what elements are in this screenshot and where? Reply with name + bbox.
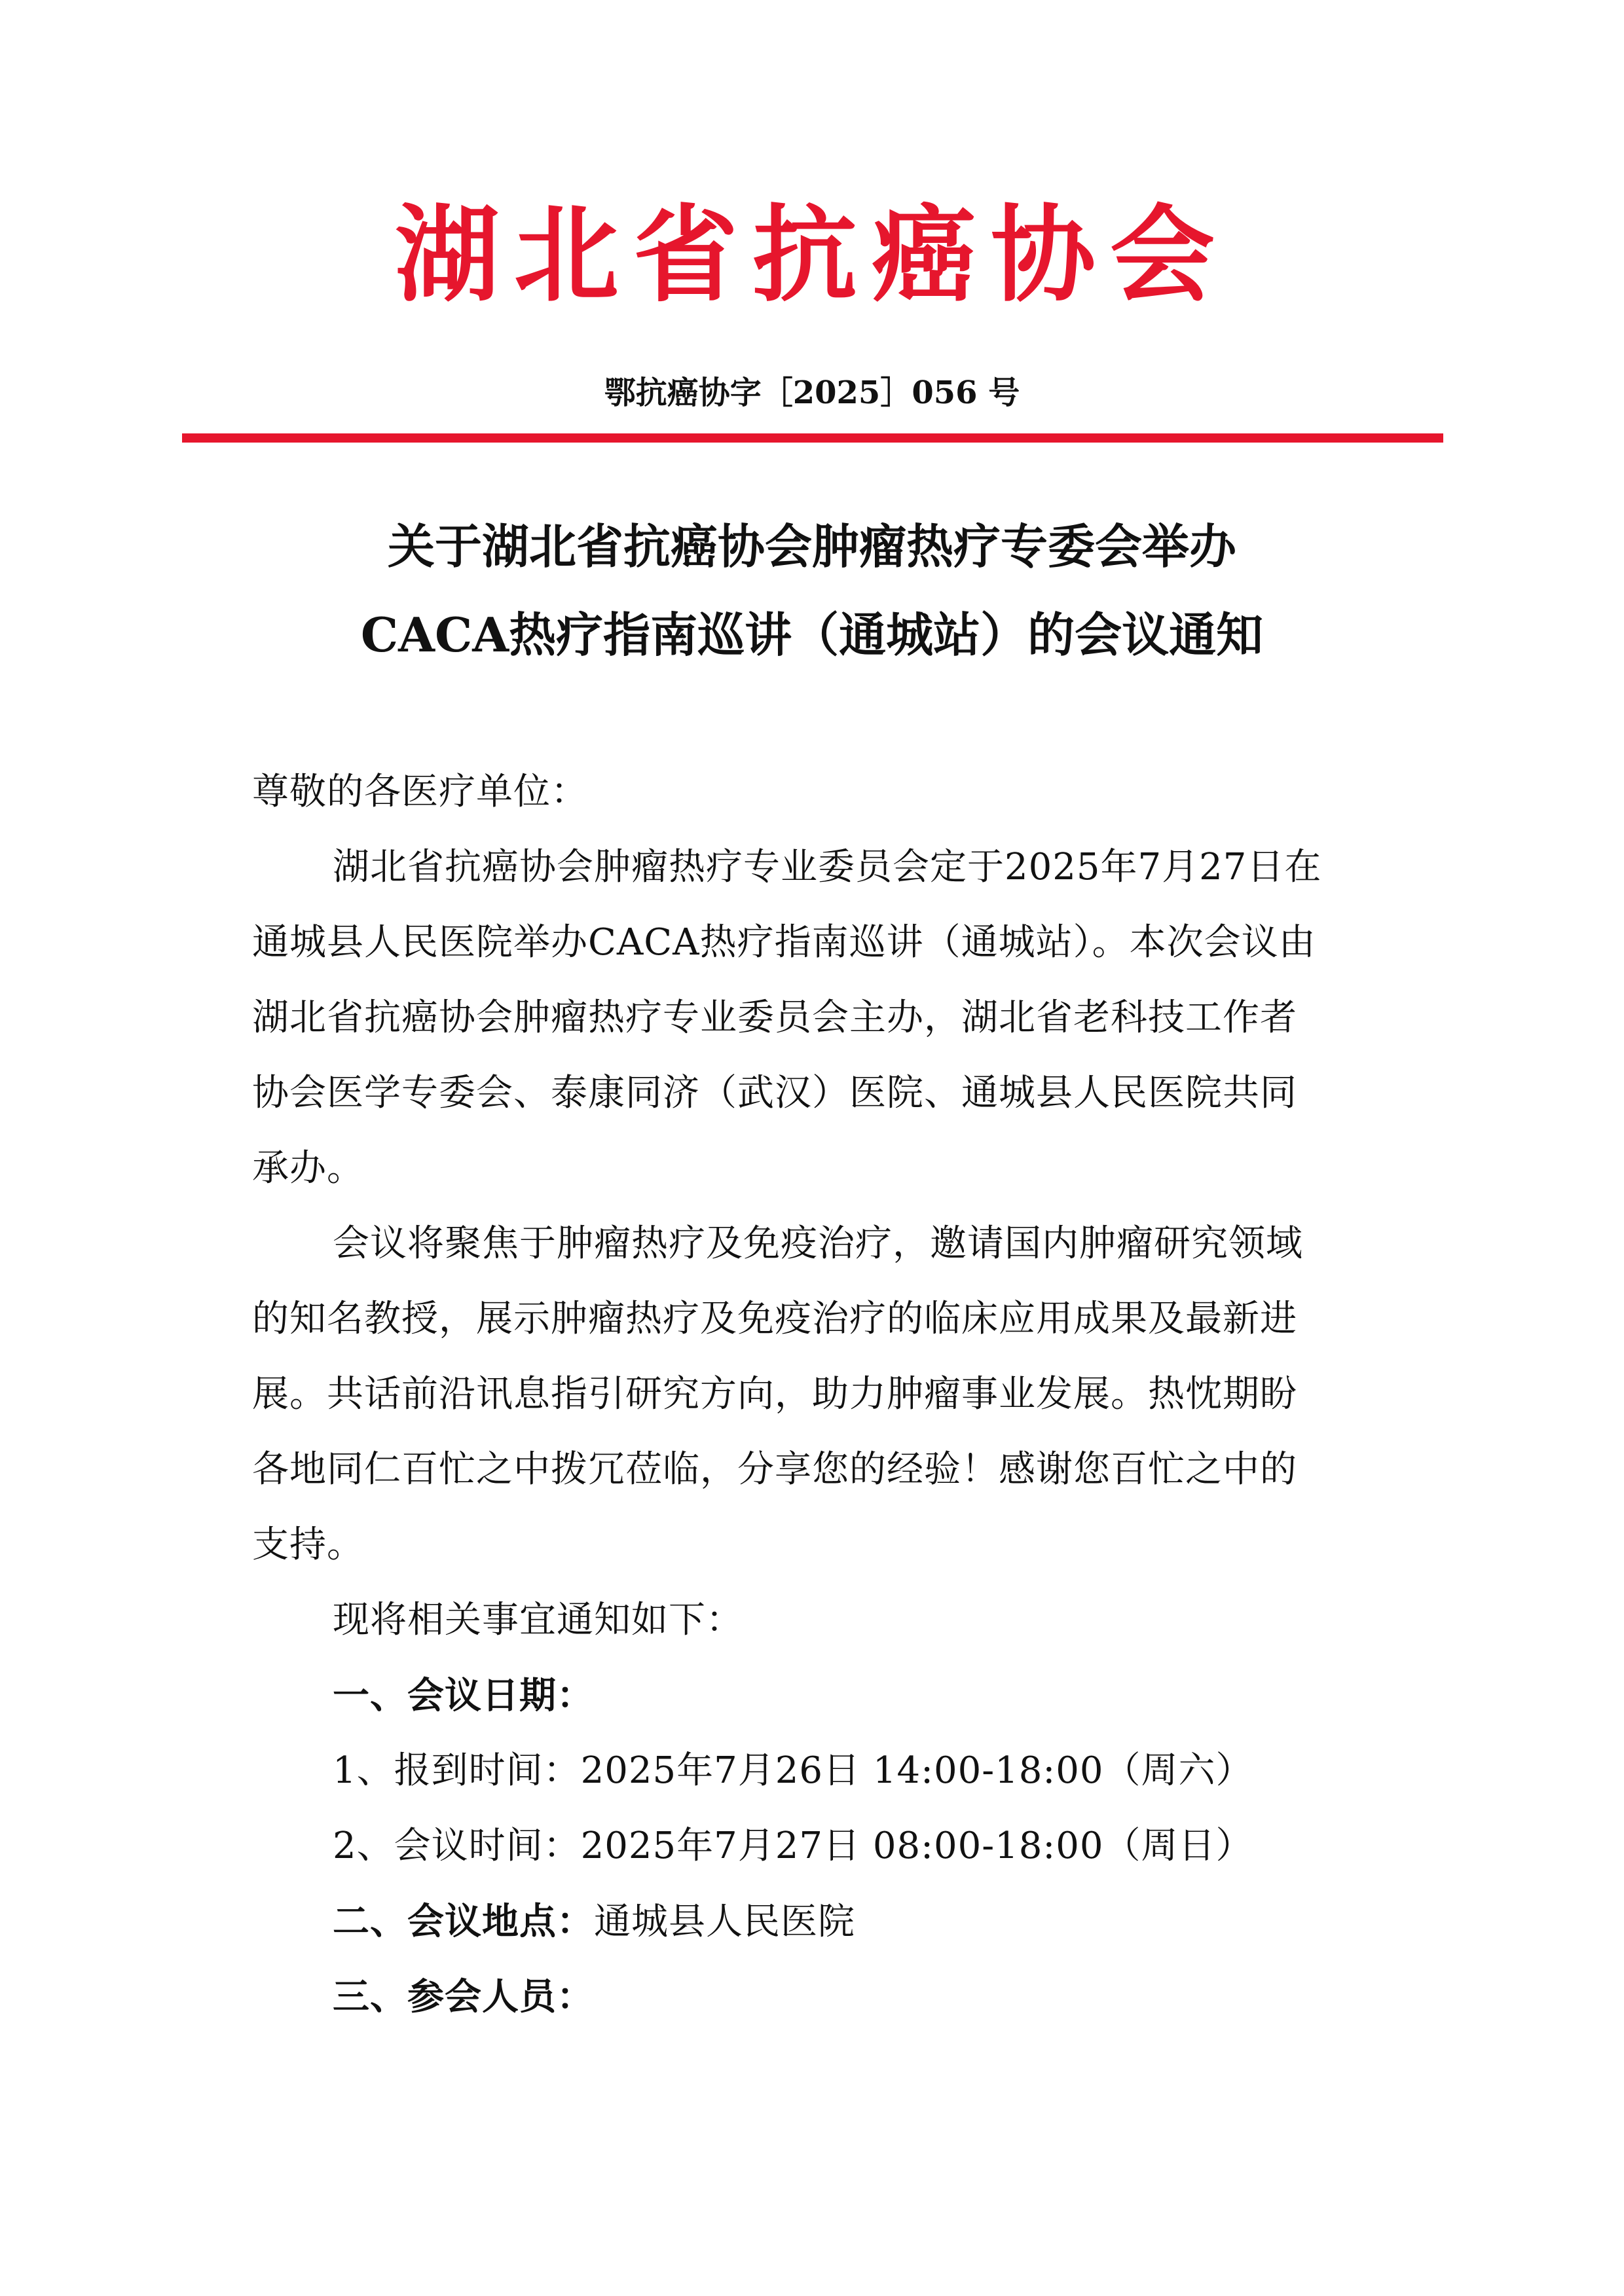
paragraph-1-line: 湖北省抗癌协会肿瘤热疗专业委员会主办，湖北省老科技工作者 [252, 996, 1297, 1039]
section-2-heading: 二、会议地点： [333, 1900, 594, 1943]
paragraph-1-line: 通城县人民医院举办CACA热疗指南巡讲（通城站）。本次会议由 [252, 921, 1316, 964]
paragraph-2-line: 展。共话前沿讯息指引研究方向，助力肿瘤事业发展。热忱期盼 [252, 1373, 1297, 1415]
section-2-line [333, 1895, 855, 1948]
intro-line: 现将相关事宜通知如下： [333, 1599, 743, 1641]
paragraph-1-line: 协会医学专委会、泰康同济（武汉）医院、通城县人民医院共同 [252, 1072, 1297, 1114]
notice-title-line-1: 关于湖北省抗癌协会肿瘤热疗专委会举办 [387, 519, 1236, 574]
paragraph-1-line: 承办。 [252, 1147, 364, 1190]
meeting-time: 2、会议时间：2025年7月27日 08:00-18:00（周日） [333, 1825, 1253, 1867]
org-title: 湖北省抗癌协会 [394, 194, 1229, 316]
paragraph-2-line: 会议将聚焦于肿瘤热疗及免疫治疗，邀请国内肿瘤研究领域 [333, 1222, 1303, 1265]
section-1-heading: 一、会议日期： [333, 1674, 594, 1717]
paragraph-2-line: 的知名教授，展示肿瘤热疗及免疫治疗的临床应用成果及最新进 [252, 1298, 1297, 1340]
meeting-venue: 通城县人民医院 [594, 1901, 855, 1943]
document-number: 鄂抗癌协字［2025］056 号 [604, 374, 1020, 411]
header-divider [182, 433, 1443, 443]
salutation: 尊敬的各医疗单位： [252, 771, 588, 813]
notice-title-line-2: CACA热疗指南巡讲（通城站）的会议通知 [360, 607, 1264, 663]
section-3-heading: 三、参会人员： [333, 1975, 594, 2018]
paragraph-1-line: 湖北省抗癌协会肿瘤热疗专业委员会定于2025年7月27日在 [333, 846, 1322, 888]
paragraph-2-line: 支持。 [252, 1523, 364, 1566]
paragraph-2-line: 各地同仁百忙之中拨冗莅临，分享您的经验！感谢您百忙之中的 [252, 1448, 1297, 1491]
checkin-time: 1、报到时间：2025年7月26日 14:00-18:00（周六） [333, 1749, 1253, 1792]
